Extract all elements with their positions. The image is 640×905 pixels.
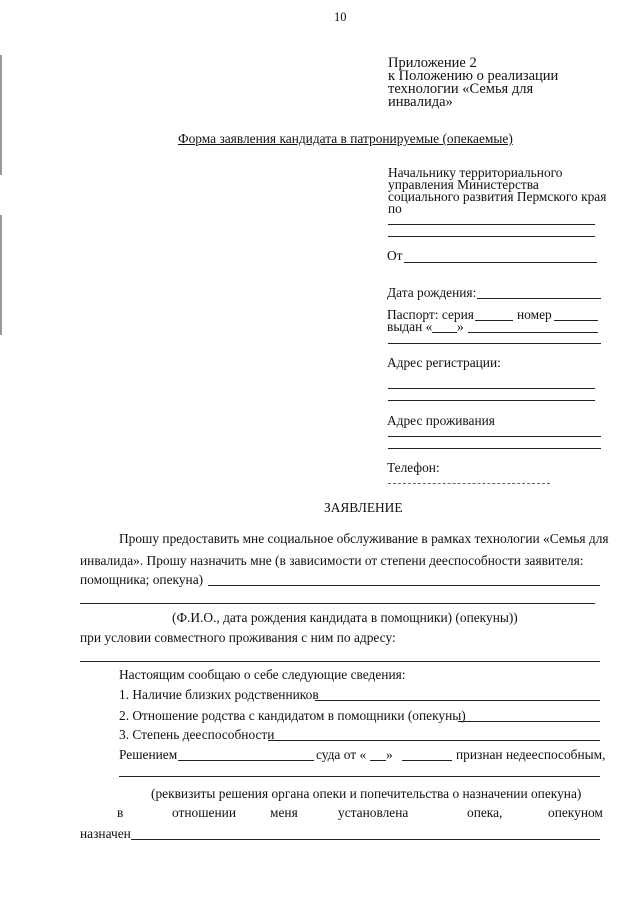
cohabit-text: при условии совместного проживания с ним по адресу: — [80, 630, 396, 645]
kinship-field[interactable] — [458, 721, 600, 722]
kinship-label: 2. Отношение родства с кандидатом в помощники (опекуны) — [119, 708, 466, 723]
requisites-field[interactable] — [119, 776, 600, 777]
capacity-field[interactable] — [268, 740, 600, 741]
phone-field[interactable] — [388, 483, 550, 484]
statement-text-line: инвалида». Прошу назначить мне (в зависимости от степени дееспособности заявителя: — [80, 553, 584, 568]
form-title: Форма заявления кандидата в патронируемые (опекаемые) — [178, 131, 513, 146]
scan-edge-mark — [0, 215, 2, 335]
birth-date-field[interactable] — [477, 298, 601, 299]
addressee-blank-line[interactable] — [388, 224, 595, 225]
appendix-line: к Положению о реализации — [388, 68, 559, 84]
relatives-field[interactable] — [315, 700, 600, 701]
candidate-field[interactable] — [208, 585, 600, 586]
court-date-field[interactable] — [402, 760, 452, 761]
capacity-label: 3. Степень дееспособности — [119, 727, 275, 742]
guardian-word: отношении — [172, 805, 236, 820]
scan-edge-mark — [0, 55, 2, 175]
guardian-word: опека, — [467, 805, 503, 820]
live-address-label: Адрес проживания — [387, 413, 495, 428]
page-number: 10 — [334, 10, 347, 24]
issued-by-field[interactable] — [468, 332, 598, 333]
statement-text-line: Прошу предоставить мне социальное обслуживание в рамках технологии «Семья для — [119, 531, 609, 546]
appendix-line: Приложение 2 — [388, 55, 477, 71]
cohabit-address-field[interactable] — [80, 661, 600, 662]
issued-prefix: выдан « — [387, 319, 433, 334]
issued-day-field[interactable] — [432, 332, 457, 333]
court-close: » — [386, 747, 393, 762]
addressee-line: Начальнику территориального — [388, 165, 563, 180]
issued-suffix: » — [457, 319, 464, 334]
passport-series-label: Паспорт: серия — [387, 307, 474, 322]
reg-address-field-2[interactable] — [388, 400, 595, 401]
relatives-label: 1. Наличие близких родственников — [119, 687, 319, 702]
addressee-blank-line[interactable] — [388, 236, 595, 237]
court-day-field[interactable] — [370, 760, 386, 761]
guardian-word: в — [117, 805, 124, 820]
issued-by-field-2[interactable] — [388, 343, 601, 344]
court-name-field[interactable] — [178, 760, 314, 761]
guardian-word: установлена — [338, 805, 409, 820]
info-intro: Настоящим сообщаю о себе следующие сведения: — [119, 667, 406, 682]
phone-label: Телефон: — [387, 460, 440, 475]
guardian-word: меня — [270, 805, 298, 820]
addressee-line: социального развития Пермского края — [388, 189, 607, 204]
live-address-field-2[interactable] — [388, 448, 601, 449]
reg-address-label: Адрес регистрации: — [387, 355, 501, 370]
candidate-field-2[interactable] — [80, 603, 595, 604]
addressee-line: управления Министерства — [388, 177, 539, 192]
guardian-word: опекуном — [548, 805, 603, 820]
addressee-line: по — [388, 201, 402, 216]
reg-address-field[interactable] — [388, 388, 595, 389]
court-text: суда от « — [316, 747, 367, 762]
live-address-field[interactable] — [388, 436, 601, 437]
declared-text: признан недееспособным, — [456, 747, 606, 762]
birth-date-label: Дата рождения: — [387, 285, 477, 300]
decision-prefix: Решением — [119, 747, 178, 762]
appointed-label: назначен — [80, 826, 131, 841]
from-label: От — [387, 248, 403, 263]
statement-text-line: помощника; опекуна) — [80, 572, 204, 587]
statement-heading: ЗАЯВЛЕНИЕ — [324, 500, 403, 515]
appendix-line: технологии «Семья для — [388, 81, 534, 97]
passport-number-field[interactable] — [554, 320, 598, 321]
requisites-caption: (реквизиты решения органа опеки и попечительства о назначении опекуна) — [151, 786, 582, 801]
passport-number-label: номер — [517, 307, 552, 322]
appointed-field[interactable] — [131, 839, 600, 840]
appendix-line: инвалида» — [388, 94, 453, 110]
from-field[interactable] — [404, 262, 597, 263]
passport-series-field[interactable] — [475, 320, 513, 321]
fio-caption: (Ф.И.О., дата рождения кандидата в помощники) (опекуны)) — [172, 610, 518, 625]
